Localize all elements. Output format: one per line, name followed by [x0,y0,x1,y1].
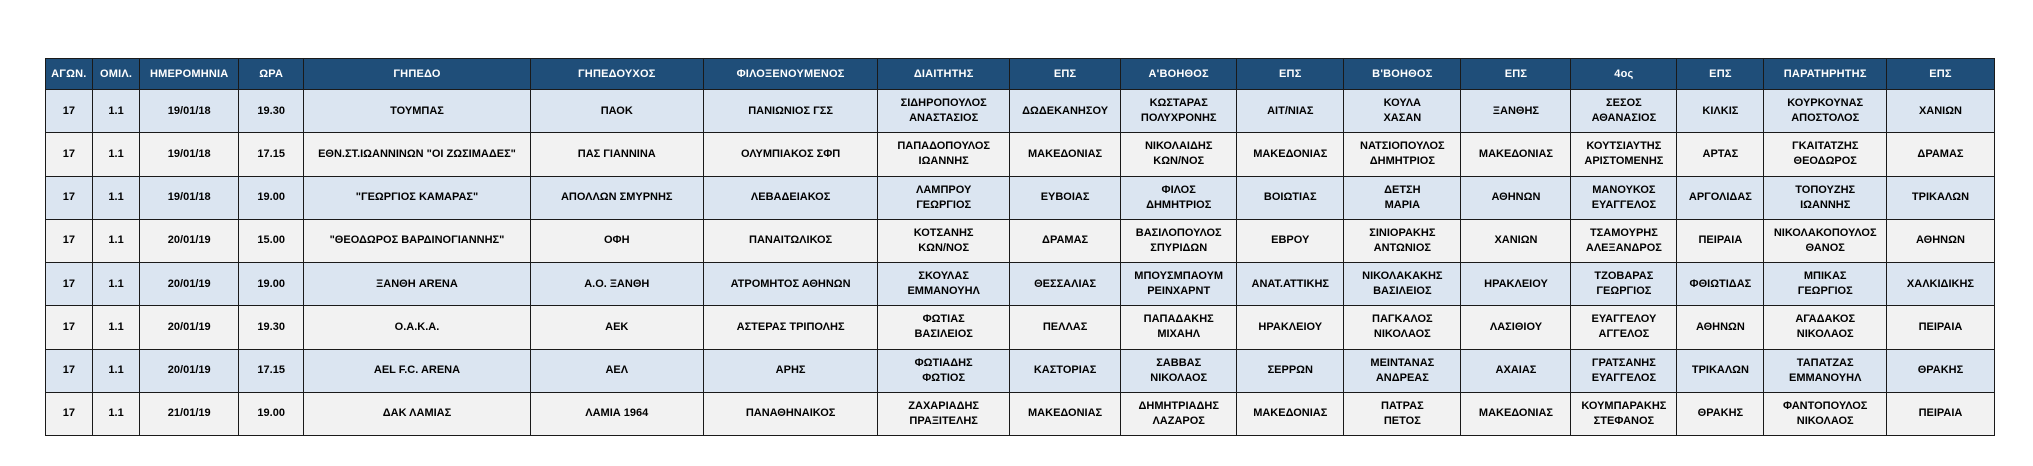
surname: ΚΟΥΡΚΟΥΝΑΣ [1787,97,1864,110]
fourth-official-eps-cell: ΦΘΙΩΤΙΔΑΣ [1677,263,1764,306]
surname: ΤΑΠΑΤΖΑΣ [1796,356,1854,369]
observer-eps-cell: ΧΑΝΙΩΝ [1886,90,1994,133]
referee-cell [878,90,1010,133]
referee-cell [878,349,1010,392]
second-assistant-cell [1344,392,1461,435]
second-assistant-eps-cell: ΧΑΝΙΩΝ [1461,219,1571,262]
surname: ΒΑΣΙΛΟΠΟΥΛΟΣ [1135,226,1222,239]
given-name: ΜΑΡΙΑ [1384,198,1421,211]
column-header: ΦΙΛΟΞΕΝΟΥΜΕΝΟΣ [703,59,877,90]
surname: ΜΑΝΟΥΚΟΣ [1592,183,1656,196]
surname: ΤΖΟΒΑΡΑΣ [1594,270,1654,283]
second-assistant-eps-cell: ΞΑΝΘΗΣ [1461,90,1571,133]
time-cell: 19.00 [239,176,304,219]
home-team-cell: ΟΦΗ [530,219,703,262]
first-assistant-eps-cell: ΜΑΚΕΔΟΝΙΑΣ [1237,392,1344,435]
column-header: ΕΠΣ [1677,59,1764,90]
referee-eps-cell: ΕΥΒΟΙΑΣ [1010,176,1121,219]
home-team-cell: ΛΑΜΙΑ 1964 [530,392,703,435]
away-team-cell: ΟΛΥΜΠΙΑΚΟΣ ΣΦΠ [703,133,877,176]
away-team-cell: ΑΣΤΕΡΑΣ ΤΡΙΠΟΛΗΣ [703,306,877,349]
surname: ΑΓΑΔΑΚΟΣ [1795,313,1856,326]
referee-eps-cell: ΘΕΣΣΑΛΙΑΣ [1010,263,1121,306]
surname: ΠΑΤΡΑΣ [1380,399,1424,412]
stadium-cell: ΔΑΚ ΛΑΜΙΑΣ [304,392,530,435]
column-header: ΩΡΑ [239,59,304,90]
table-row [46,133,1995,176]
given-name: ΕΜΜΑΝΟΥΗΛ [1789,371,1862,384]
observer-cell [1764,263,1886,306]
fourth-official-eps-cell: ΤΡΙΚΑΛΩΝ [1677,349,1764,392]
first-assistant-cell [1121,176,1237,219]
fourth-official-cell [1571,392,1677,435]
column-header: ΕΠΣ [1010,59,1121,90]
observer-cell [1764,219,1886,262]
surname: ΔΗΜΗΤΡΙΑΔΗΣ [1138,399,1219,412]
surname: ΓΡΑΤΣΑΝΗΣ [1591,356,1656,369]
given-name: ΠΟΛΥΧΡΟΝΗΣ [1140,112,1217,125]
table-row [46,219,1995,262]
fourth-official-cell [1571,263,1677,306]
observer-eps-cell: ΠΕΙΡΑΙΑ [1886,392,1994,435]
surname: ΦΩΤΙΑΔΗΣ [914,356,973,369]
first-assistant-cell [1121,306,1237,349]
match-number-cell: 17 [46,90,93,133]
stadium-cell: ΞΑΝΘΗ ARENA [304,263,530,306]
given-name: ΑΘΑΝΑΣΙΟΣ [1591,112,1657,125]
observer-eps-cell: ΤΡΙΚΑΛΩΝ [1886,176,1994,219]
schedule-table [45,58,1995,436]
second-assistant-eps-cell: ΑΘΗΝΩΝ [1461,176,1571,219]
match-number-cell: 17 [46,219,93,262]
surname: ΠΑΠΑΔΑΚΗΣ [1143,313,1214,326]
date-cell: 19/01/18 [140,90,239,133]
given-name: ΙΩΑΝΝΗΣ [918,155,969,168]
group-cell: 1.1 [92,263,140,306]
given-name: ΔΗΜΗΤΡΙΟΣ [1369,155,1435,168]
away-team-cell: ΑΤΡΟΜΗΤΟΣ ΑΘΗΝΩΝ [703,263,877,306]
observer-cell [1764,349,1886,392]
referee-cell [878,306,1010,349]
surname: ΦΑΝΤΟΠΟΥΛΟΣ [1782,399,1868,412]
time-cell: 19.30 [239,90,304,133]
first-assistant-eps-cell: ΑΙΤ/ΝΙΑΣ [1237,90,1344,133]
match-number-cell: 17 [46,349,93,392]
fourth-official-eps-cell: ΑΡΓΟΛΙΔΑΣ [1677,176,1764,219]
stadium-cell: AEL F.C. ARENA [304,349,530,392]
given-name: ΓΕΩΡΓΙΟΣ [1596,285,1652,298]
second-assistant-eps-cell: ΜΑΚΕΔΟΝΙΑΣ [1461,133,1571,176]
time-cell: 17.15 [239,349,304,392]
given-name: ΠΡΑΞΙΤΕΛΗΣ [909,414,978,427]
first-assistant-eps-cell: ΑΝΑΤ.ΑΤΤΙΚΗΣ [1237,263,1344,306]
given-name: ΝΙΚΟΛΑΟΣ [1796,414,1854,427]
surname: ΠΑΠΑΔΟΠΟΥΛΟΣ [897,140,990,153]
home-team-cell: ΠΑΟΚ [530,90,703,133]
first-assistant-eps-cell: ΕΒΡΟΥ [1237,219,1344,262]
given-name: ΑΛΕΞΑΝΔΡΟΣ [1585,241,1662,254]
second-assistant-eps-cell: ΛΑΣΙΘΙΟΥ [1461,306,1571,349]
observer-eps-cell: ΔΡΑΜΑΣ [1886,133,1994,176]
fourth-official-eps-cell: ΘΡΑΚΗΣ [1677,392,1764,435]
group-cell: 1.1 [92,133,140,176]
second-assistant-cell [1344,306,1461,349]
column-header: Α'ΒΟΗΘΟΣ [1121,59,1237,90]
surname: ΚΟΥΤΣΙΑΥΤΗΣ [1586,140,1662,153]
match-number-cell: 17 [46,392,93,435]
table-body [46,90,1995,436]
second-assistant-eps-cell: ΑΧΑΙΑΣ [1461,349,1571,392]
surname: ΚΟΥΜΠΑΡΑΚΗΣ [1581,399,1667,412]
home-team-cell: ΠΑΣ ΓΙΑΝΝΙΝΑ [530,133,703,176]
group-cell: 1.1 [92,219,140,262]
surname: ΜΠΟΥΣΜΠΑΟΥΜ [1134,270,1224,283]
given-name: ΣΤΕΦΑΝΟΣ [1593,414,1655,427]
match-number-cell: 17 [46,176,93,219]
fourth-official-eps-cell: ΠΕΙΡΑΙΑ [1677,219,1764,262]
surname: ΤΟΠΟΥΖΗΣ [1795,183,1856,196]
surname: ΜΠΙΚΑΣ [1803,270,1847,283]
given-name: ΑΝΑΣΤΑΣΙΟΣ [909,112,979,125]
time-cell: 15.00 [239,219,304,262]
second-assistant-cell [1344,263,1461,306]
given-name: ΧΑΣΑΝ [1383,112,1422,125]
column-header: Β'ΒΟΗΘΟΣ [1344,59,1461,90]
group-cell: 1.1 [92,176,140,219]
home-team-cell: ΑΕΚ [530,306,703,349]
table-row [46,90,1995,133]
given-name: ΕΥΑΓΓΕΛΟΣ [1591,371,1657,384]
date-cell: 21/01/19 [140,392,239,435]
table-row [46,176,1995,219]
referee-cell [878,133,1010,176]
column-header: ΟΜΙΛ. [92,59,140,90]
fourth-official-cell [1571,306,1677,349]
surname: ΤΣΑΜΟΥΡΗΣ [1589,226,1658,239]
given-name: ΝΙΚΟΛΑΟΣ [1796,328,1854,341]
referee-eps-cell: ΔΡΑΜΑΣ [1010,219,1121,262]
given-name: ΚΩΝ/ΝΟΣ [918,241,970,254]
first-assistant-eps-cell: ΗΡΑΚΛΕΙΟΥ [1237,306,1344,349]
date-cell: 20/01/19 [140,263,239,306]
fourth-official-eps-cell: ΚΙΛΚΙΣ [1677,90,1764,133]
surname: ΝΙΚΟΛΑΙΔΗΣ [1144,140,1213,153]
first-assistant-eps-cell: ΜΑΚΕΔΟΝΙΑΣ [1237,133,1344,176]
fourth-official-cell [1571,176,1677,219]
header-row [46,59,1995,90]
away-team-cell: ΛΕΒΑΔΕΙΑΚΟΣ [703,176,877,219]
given-name: ΓΕΩΡΓΙΟΣ [1797,285,1853,298]
referee-cell [878,219,1010,262]
first-assistant-cell [1121,392,1237,435]
surname: ΦΩΤΙΑΣ [922,313,965,326]
match-number-cell: 17 [46,133,93,176]
fourth-official-cell [1571,90,1677,133]
surname: ΓΚΑΙΤΑΤΖΗΣ [1791,140,1859,153]
table-row [46,306,1995,349]
surname: ΣΑΒΒΑΣ [1156,356,1202,369]
away-team-cell: ΠΑΝΑΙΤΩΛΙΚΟΣ [703,219,877,262]
date-cell: 19/01/18 [140,133,239,176]
referee-cell [878,176,1010,219]
observer-eps-cell: ΠΕΙΡΑΙΑ [1886,306,1994,349]
fourth-official-cell [1571,133,1677,176]
referee-eps-cell: ΜΑΚΕΔΟΝΙΑΣ [1010,392,1121,435]
time-cell: 19.00 [239,392,304,435]
referee-cell [878,392,1010,435]
observer-cell [1764,176,1886,219]
given-name: ΛΑΖΑΡΟΣ [1152,414,1205,427]
surname: ΝΑΤΣΙΟΠΟΥΛΟΣ [1360,140,1445,153]
surname: ΣΚΟΥΛΑΣ [918,270,969,283]
surname: ΜΕΙΝΤΑΝΑΣ [1370,356,1435,369]
stadium-cell: Ο.Α.Κ.Α. [304,306,530,349]
column-header: ΕΠΣ [1461,59,1571,90]
second-assistant-cell [1344,90,1461,133]
second-assistant-cell [1344,133,1461,176]
observer-cell [1764,90,1886,133]
second-assistant-cell [1344,219,1461,262]
home-team-cell: ΑΕΛ [530,349,703,392]
referee-eps-cell: ΜΑΚΕΔΟΝΙΑΣ [1010,133,1121,176]
table-row [46,349,1995,392]
first-assistant-cell [1121,219,1237,262]
surname: ΣΙΝΙΟΡΑΚΗΣ [1369,226,1436,239]
away-team-cell: ΠΑΝΙΩΝΙΟΣ ΓΣΣ [703,90,877,133]
time-cell: 17.15 [239,133,304,176]
given-name: ΒΑΣΙΛΕΙΟΣ [1373,285,1432,298]
fourth-official-cell [1571,349,1677,392]
second-assistant-eps-cell: ΗΡΑΚΛΕΙΟΥ [1461,263,1571,306]
match-number-cell: 17 [46,263,93,306]
second-assistant-cell [1344,176,1461,219]
observer-eps-cell: ΑΘΗΝΩΝ [1886,219,1994,262]
referee-eps-cell: ΚΑΣΤΟΡΙΑΣ [1010,349,1121,392]
referee-eps-cell: ΔΩΔΕΚΑΝΗΣΟΥ [1010,90,1121,133]
date-cell: 19/01/18 [140,176,239,219]
given-name: ΝΙΚΟΛΑΟΣ [1373,328,1431,341]
first-assistant-cell [1121,90,1237,133]
second-assistant-eps-cell: ΜΑΚΕΔΟΝΙΑΣ [1461,392,1571,435]
surname: ΖΑΧΑΡΙΑΔΗΣ [908,399,980,412]
column-header: ΕΠΣ [1886,59,1994,90]
given-name: ΒΑΣΙΛΕΙΟΣ [914,328,973,341]
given-name: ΘΕΟΔΩΡΟΣ [1793,155,1857,168]
time-cell: 19.00 [239,263,304,306]
group-cell: 1.1 [92,90,140,133]
first-assistant-eps-cell: ΒΟΙΩΤΙΑΣ [1237,176,1344,219]
first-assistant-eps-cell: ΣΕΡΡΩΝ [1237,349,1344,392]
given-name: ΕΥΑΓΓΕΛΟΣ [1591,198,1657,211]
observer-eps-cell: ΧΑΛΚΙΔΙΚΗΣ [1886,263,1994,306]
fourth-official-eps-cell: ΑΡΤΑΣ [1677,133,1764,176]
second-assistant-cell [1344,349,1461,392]
stadium-cell: ΕΘΝ.ΣΤ.ΙΩΑΝΝΙΝΩΝ "ΟΙ ΖΩΣΙΜΑΔΕΣ" [304,133,530,176]
given-name: ΝΙΚΟΛΑΟΣ [1150,371,1208,384]
fourth-official-cell [1571,219,1677,262]
observer-eps-cell: ΘΡΑΚΗΣ [1886,349,1994,392]
column-header: 4ος [1571,59,1677,90]
column-header: ΕΠΣ [1237,59,1344,90]
surname: ΣΙΔΗΡΟΠΟΥΛΟΣ [900,97,987,110]
surname: ΦΙΛΟΣ [1161,183,1196,196]
column-header: ΔΙΑΙΤΗΤΗΣ [878,59,1010,90]
referee-eps-cell: ΠΕΛΛΑΣ [1010,306,1121,349]
observer-cell [1764,392,1886,435]
date-cell: 20/01/19 [140,306,239,349]
observer-cell [1764,133,1886,176]
stadium-cell: ΤΟΥΜΠΑΣ [304,90,530,133]
away-team-cell: ΠΑΝΑΘΗΝΑΙΚΟΣ [703,392,877,435]
given-name: ΡΕΙΝΧΑΡΝΤ [1147,285,1211,298]
given-name: ΑΠΟΣΤΟΛΟΣ [1791,112,1860,125]
given-name: ΔΗΜΗΤΡΙΟΣ [1146,198,1212,211]
surname: ΔΕΤΣΗ [1384,183,1421,196]
surname: ΝΙΚΟΛΑΚΑΚΗΣ [1362,270,1443,283]
referee-cell [878,263,1010,306]
first-assistant-cell [1121,133,1237,176]
group-cell: 1.1 [92,306,140,349]
observer-cell [1764,306,1886,349]
home-team-cell: Α.Ο. ΞΑΝΘΗ [530,263,703,306]
date-cell: 20/01/19 [140,219,239,262]
surname: ΝΙΚΟΛΑΚΟΠΟΥΛΟΣ [1773,226,1877,239]
given-name: ΦΩΤΙΟΣ [922,371,966,384]
table-row [46,263,1995,306]
match-number-cell: 17 [46,306,93,349]
table-header [46,59,1995,90]
surname: ΚΟΥΛΑ [1383,97,1421,110]
surname: ΛΑΜΠΡΟΥ [916,183,972,196]
time-cell: 19.30 [239,306,304,349]
column-header: ΓΗΠΕΔΟ [304,59,530,90]
surname: ΠΑΓΚΑΛΟΣ [1372,313,1433,326]
first-assistant-cell [1121,263,1237,306]
given-name: ΕΜΜΑΝΟΥΗΛ [907,285,980,298]
stadium-cell: "ΓΕΩΡΓΙΟΣ ΚΑΜΑΡΑΣ" [304,176,530,219]
given-name: ΑΓΓΕΛΟΣ [1598,328,1650,341]
first-assistant-cell [1121,349,1237,392]
table-row [46,392,1995,435]
column-header: ΗΜΕΡΟΜΗΝΙΑ [140,59,239,90]
group-cell: 1.1 [92,349,140,392]
given-name: ΚΩΝ/ΝΟΣ [1153,155,1205,168]
given-name: ΠΕΤΟΣ [1383,414,1421,427]
surname: ΚΟΤΣΑΝΗΣ [913,226,974,239]
surname: ΚΩΣΤΑΡΑΣ [1149,97,1208,110]
surname: ΕΥΑΓΓΕΛΟΥ [1591,313,1657,326]
given-name: ΑΝΔΡΕΑΣ [1375,371,1429,384]
column-header: ΓΗΠΕΔΟΥΧΟΣ [530,59,703,90]
date-cell: 20/01/19 [140,349,239,392]
home-team-cell: ΑΠΟΛΛΩΝ ΣΜΥΡΝΗΣ [530,176,703,219]
given-name: ΣΠΥΡΙΔΩΝ [1150,241,1208,254]
given-name: ΓΕΩΡΓΙΟΣ [916,198,972,211]
given-name: ΙΩΑΝΝΗΣ [1800,198,1851,211]
given-name: ΘΑΝΟΣ [1805,241,1845,254]
away-team-cell: ΑΡΗΣ [703,349,877,392]
column-header: ΠΑΡΑΤΗΡΗΤΗΣ [1764,59,1886,90]
stadium-cell: "ΘΕΟΔΩΡΟΣ ΒΑΡΔΙΝΟΓΙΑΝΝΗΣ" [304,219,530,262]
given-name: ΜΙΧΑΗΛ [1157,328,1201,341]
group-cell: 1.1 [92,392,140,435]
surname: ΣΕΣΟΣ [1606,97,1642,110]
given-name: ΑΡΙΣΤΟΜΕΝΗΣ [1584,155,1664,168]
given-name: ΑΝΤΩΝΙΟΣ [1373,241,1432,254]
fourth-official-eps-cell: ΑΘΗΝΩΝ [1677,306,1764,349]
column-header: ΑΓΩΝ. [46,59,93,90]
